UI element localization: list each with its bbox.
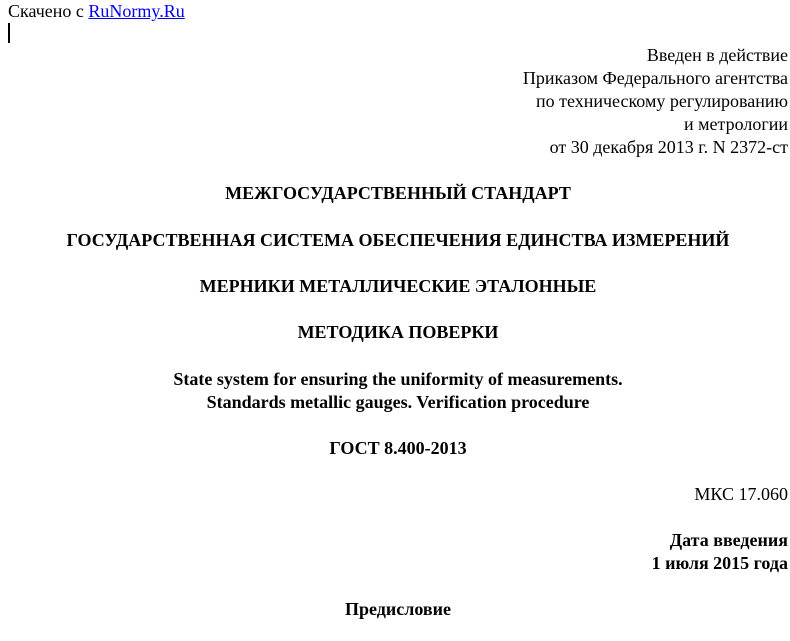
enactment-line: Введен в действие bbox=[646, 45, 788, 65]
enactment-line: от 30 декабря 2013 г. N 2372-ст bbox=[549, 137, 788, 157]
source-link[interactable]: RuNormy.Ru bbox=[88, 1, 185, 21]
english-title-line-2: Standards metallic gauges. Verification procedure bbox=[206, 392, 590, 412]
section-title-foreword: Предисловие bbox=[345, 599, 451, 619]
method-heading: МЕТОДИКА ПОВЕРКИ bbox=[297, 322, 499, 342]
gost-number: ГОСТ 8.400-2013 bbox=[329, 438, 467, 458]
enactment-line: и метрологии bbox=[684, 114, 788, 134]
source-attribution bbox=[8, 0, 185, 23]
subject-heading: МЕРНИКИ МЕТАЛЛИЧЕСКИЕ ЭТАЛОННЫЕ bbox=[199, 276, 597, 296]
effective-date-value: 1 июля 2015 года bbox=[651, 553, 788, 573]
mks-code: МКС 17.060 bbox=[694, 484, 788, 504]
enactment-notice bbox=[523, 44, 788, 159]
enactment-line: Приказом Федерального агентства bbox=[522, 68, 788, 88]
enactment-line: по техническому регулированию bbox=[535, 91, 788, 111]
english-title-line-1: State system for ensuring the uniformity of measurements. bbox=[173, 369, 623, 389]
effective-date-label: Дата введения bbox=[669, 530, 788, 550]
source-prefix: Скачено с bbox=[8, 1, 89, 21]
text-cursor bbox=[8, 23, 10, 43]
system-heading: ГОСУДАРСТВЕННАЯ СИСТЕМА ОБЕСПЕЧЕНИЯ ЕДИНСТВА ИЗМЕРЕНИЙ bbox=[66, 230, 730, 250]
standard-type-heading: МЕЖГОСУДАРСТВЕННЫЙ СТАНДАРТ bbox=[225, 183, 571, 203]
